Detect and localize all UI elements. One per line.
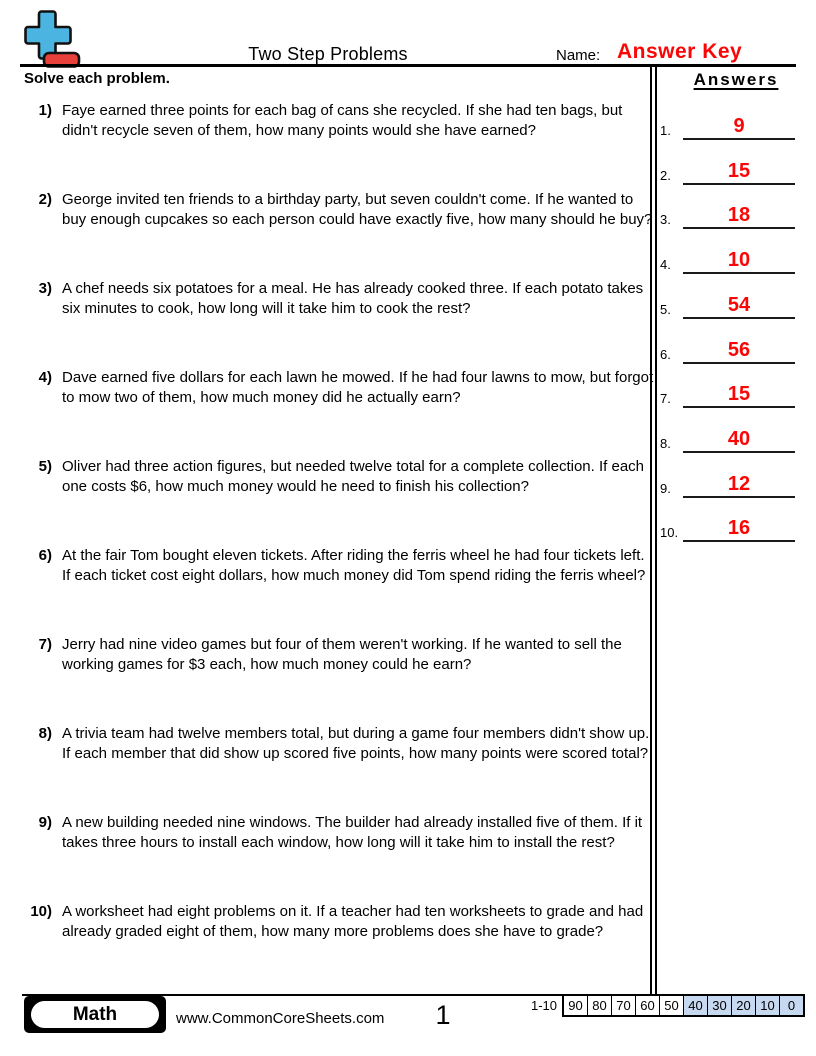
answer-row [656, 332, 798, 364]
answer-value: 40 [727, 428, 751, 450]
problem-text: Oliver had three action figures, but needed twelve total for a complete collection. If each one costs $6, how much money would he need to finish his collection? [62, 458, 644, 495]
score-cell: 70 [611, 996, 635, 1015]
answer-value: 54 [727, 294, 751, 316]
answer-blank-line [683, 227, 795, 229]
answer-value: 15 [727, 160, 751, 182]
answer-number-label: 4. [660, 257, 671, 272]
problem-item [24, 279, 654, 318]
answer-row [656, 466, 798, 498]
answer-blank-line [683, 362, 795, 364]
subject-badge [24, 996, 166, 1033]
answer-row [656, 510, 798, 542]
score-cell: 40 [683, 996, 707, 1015]
problem-number: 8) [38, 725, 52, 742]
problem-item [24, 902, 654, 941]
plus-minus-logo [20, 6, 82, 68]
problem-item [24, 724, 654, 763]
problem-number: 5) [38, 458, 52, 475]
answer-value: 15 [727, 383, 751, 405]
answer-number-label: 5. [660, 302, 671, 317]
answer-row [656, 242, 798, 274]
answers-heading: Answers [693, 70, 779, 89]
score-cell: 10 [755, 996, 779, 1015]
problem-item [24, 813, 654, 852]
answer-row [656, 108, 798, 140]
problem-item [24, 457, 654, 496]
problem-item [24, 101, 654, 140]
score-cell: 80 [587, 996, 611, 1015]
answer-value: 18 [727, 204, 751, 226]
problem-item [24, 368, 654, 407]
answer-value: 16 [727, 517, 751, 539]
instructions-text: Solve each problem. [24, 70, 170, 87]
answer-value: 9 [733, 115, 745, 137]
problem-text: A worksheet had eight problems on it. If a teacher had ten worksheets to grade and had already graded eight of them, how many more problems does she have to grade? [62, 903, 644, 940]
answer-blank-line [683, 451, 795, 453]
page-title: Two Step Problems [248, 44, 408, 64]
score-cell: 0 [779, 996, 803, 1015]
subject-badge-label: Math [31, 1001, 159, 1028]
problem-number: 9) [38, 814, 52, 831]
answer-blank-line [683, 540, 795, 542]
answer-row [656, 376, 798, 408]
problem-text: A new building needed nine windows. The builder had already installed five of them. If it takes three hours to install each window, how long will it take him to install the rest? [62, 814, 643, 851]
problem-text: At the fair Tom bought eleven tickets. After riding the ferris wheel he had four tickets left. If each ticket cost eight dollars, how much money did Tom spend riding the ferris wheel? [62, 547, 646, 584]
answer-number-label: 2. [660, 168, 671, 183]
answer-blank-line [683, 406, 795, 408]
website-url: www.CommonCoreSheets.com [176, 1010, 385, 1027]
score-cell: 20 [731, 996, 755, 1015]
plus-minus-icon [20, 6, 82, 68]
score-cell: 60 [635, 996, 659, 1015]
answer-value: 10 [727, 249, 751, 271]
answer-row [656, 153, 798, 185]
problem-item [24, 635, 654, 674]
answer-blank-line [683, 183, 795, 185]
problem-text: A trivia team had twelve members total, but during a game four members didn't show up. If each member that did show up scored five points, how many points were scored total? [62, 725, 650, 762]
answer-row [656, 421, 798, 453]
problem-item [24, 190, 654, 229]
problem-text: George invited ten friends to a birthday party, but seven couldn't come. If he wanted to buy enough cupcakes so each person could have exactly five, how many should he buy? [62, 191, 653, 228]
answer-blank-line [683, 138, 795, 140]
name-label: Name: [556, 47, 601, 64]
answer-number-label: 1. [660, 123, 671, 138]
answer-number-label: 6. [660, 347, 671, 362]
header-divider [20, 64, 796, 67]
answer-blank-line [683, 317, 795, 319]
page-number: 1 [435, 1000, 451, 1030]
answer-number-label: 9. [660, 481, 671, 496]
answer-number-label: 3. [660, 212, 671, 227]
answer-value: 56 [727, 339, 751, 361]
problem-item [24, 546, 654, 585]
problem-number: 10) [30, 903, 52, 920]
answer-number-label: 8. [660, 436, 671, 451]
answer-row [656, 287, 798, 319]
answer-blank-line [683, 496, 795, 498]
answer-row [656, 197, 798, 229]
score-cell: 50 [659, 996, 683, 1015]
answer-key-text: Answer Key [617, 40, 743, 63]
problem-number: 2) [38, 191, 52, 208]
answer-number-label: 7. [660, 391, 671, 406]
problem-text: Dave earned five dollars for each lawn he mowed. If he had four lawns to mow, but forgot to mow two of them, how much money did he actually earn? [62, 369, 654, 406]
answer-blank-line [683, 272, 795, 274]
problem-number: 3) [38, 280, 52, 297]
problem-number: 7) [38, 636, 52, 653]
answer-number-label: 10. [660, 525, 679, 540]
problem-number: 4) [38, 369, 52, 386]
answer-value: 12 [727, 473, 751, 495]
problem-number: 1) [38, 102, 52, 119]
score-table [562, 994, 805, 1017]
score-cell: 30 [707, 996, 731, 1015]
problem-text: A chef needs six potatoes for a meal. He has already cooked three. If each potato takes six minutes to cook, how long will it take him to cook the rest? [62, 280, 644, 317]
problem-text: Faye earned three points for each bag of cans she recycled. If she had ten bags, but didn't recycle seven of them, how many points would she have earned? [62, 102, 623, 139]
problem-text: Jerry had nine video games but four of them weren't working. If he wanted to sell the working games for $3 each, how much money could he earn? [62, 636, 622, 673]
score-cell: 90 [568, 998, 583, 1013]
score-range-label: 1-10 [530, 998, 557, 1013]
problem-number: 6) [38, 547, 52, 564]
